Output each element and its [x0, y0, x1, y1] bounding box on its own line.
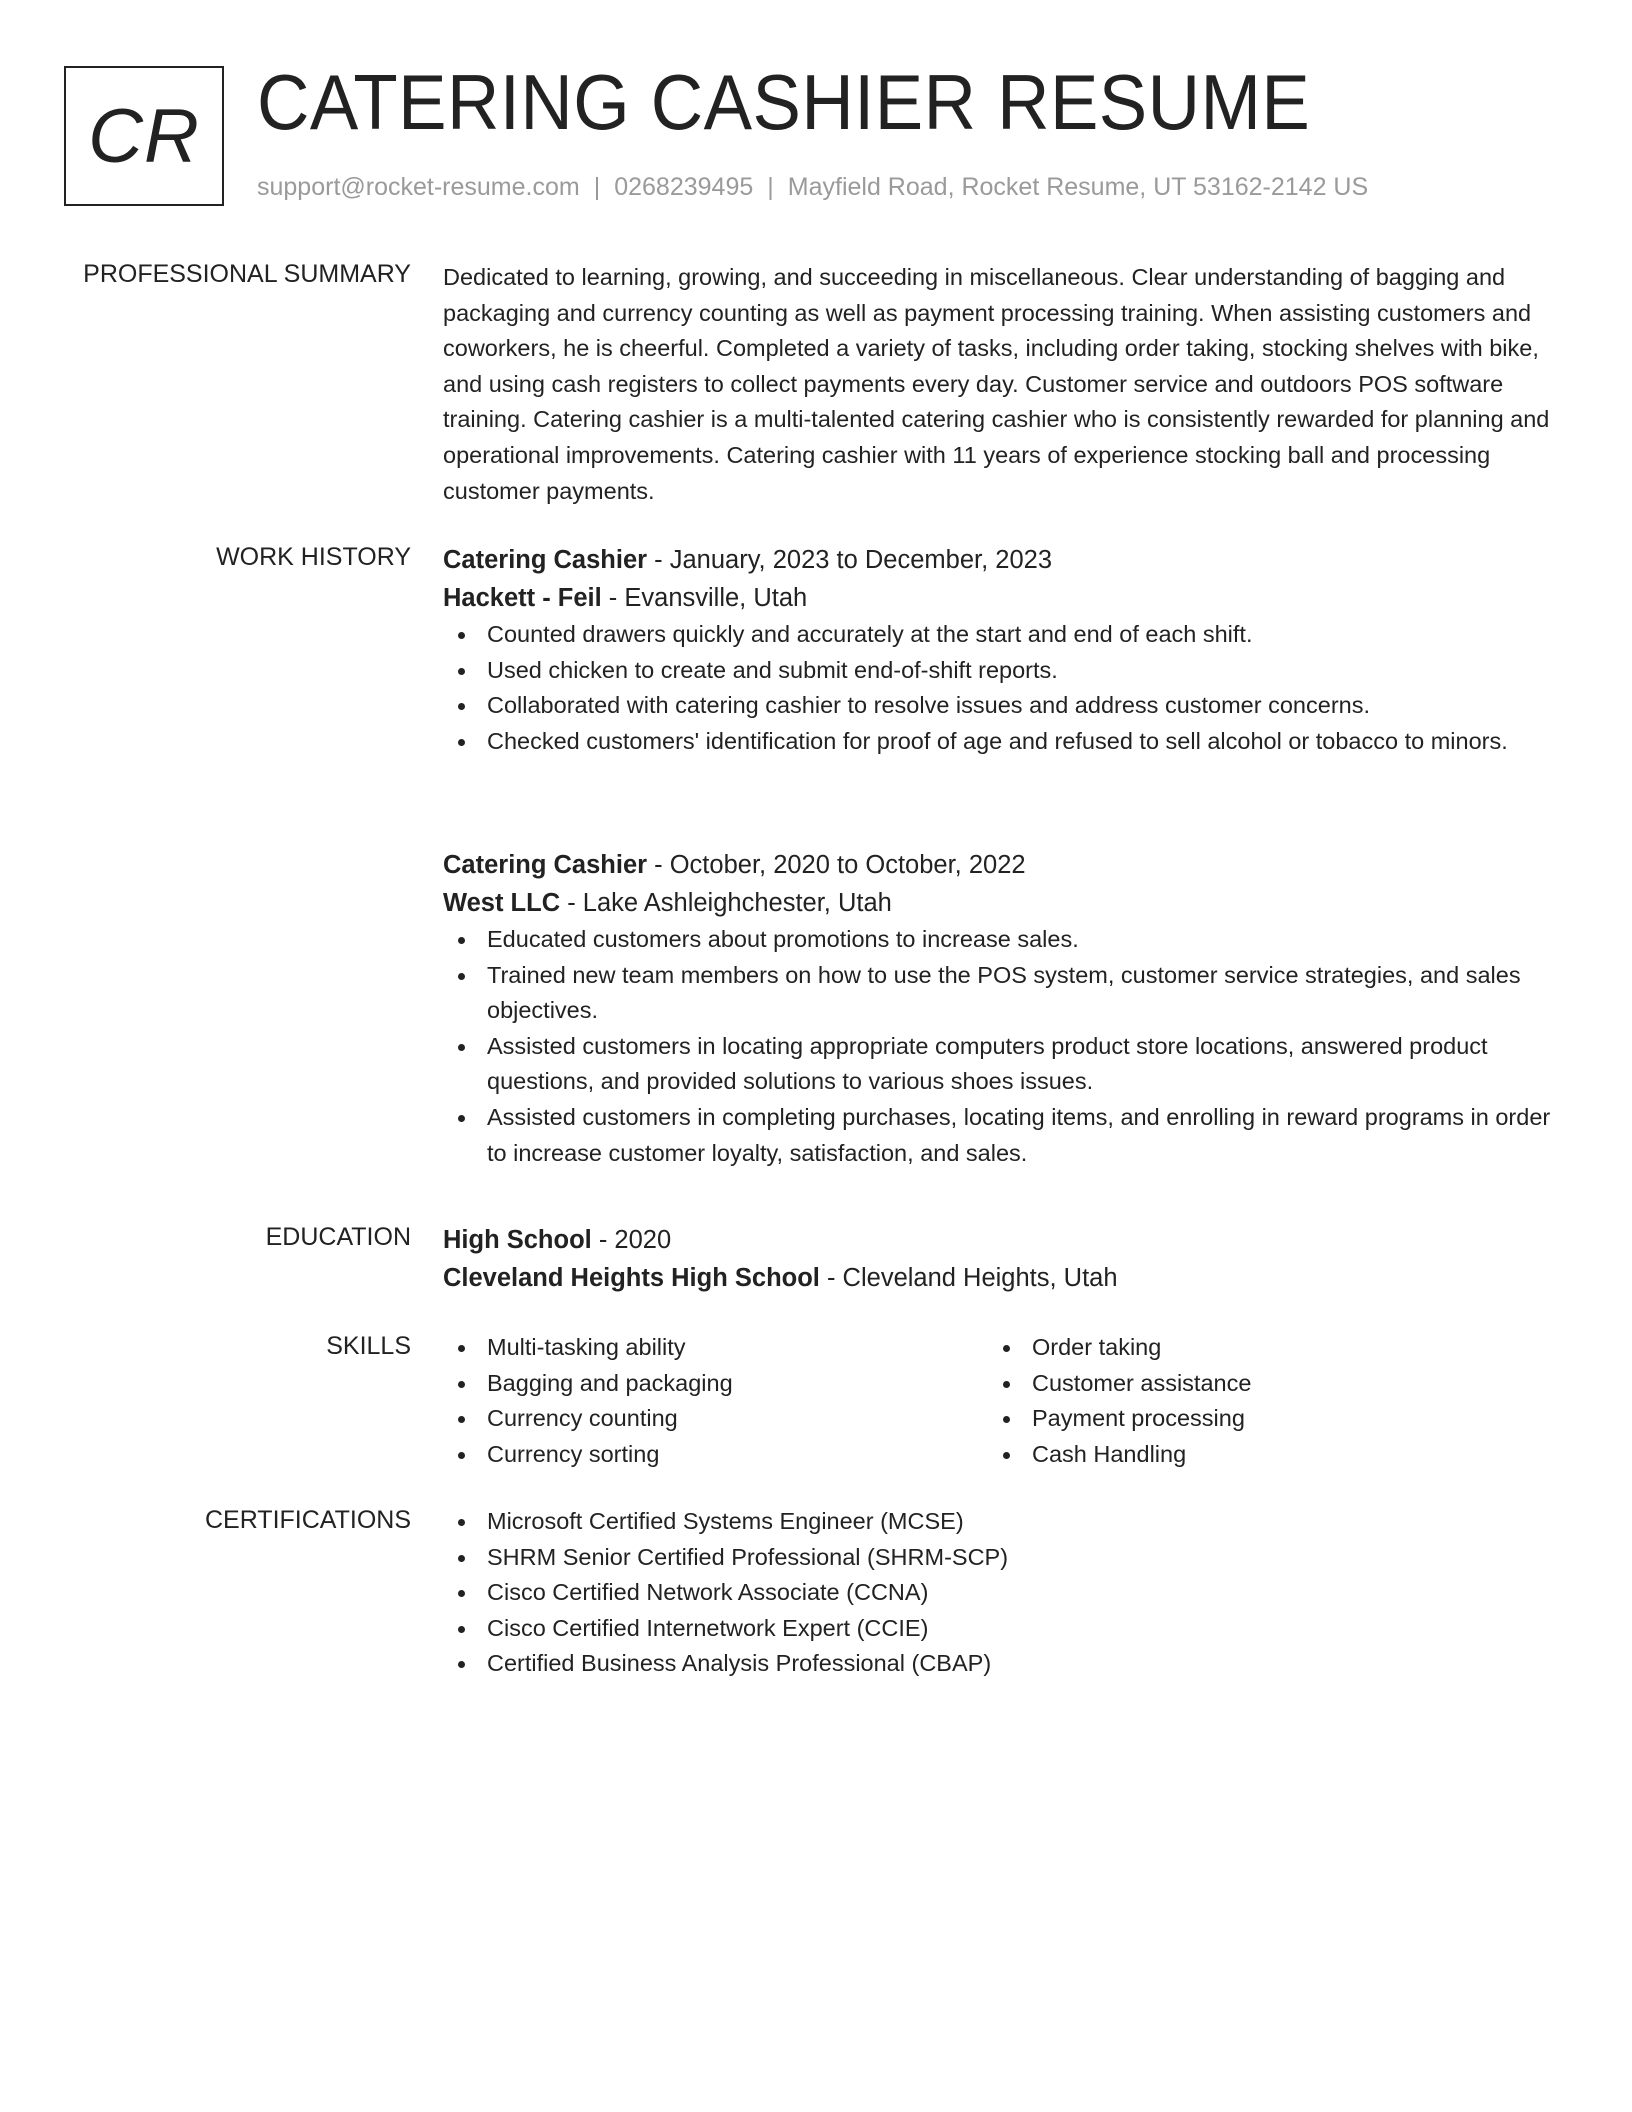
education-degree: High School	[443, 1226, 592, 1254]
skills-body	[443, 1330, 1553, 1472]
certification-item: Cisco Certified Internetwork Expert (CCIE)	[443, 1611, 1553, 1647]
skills-list-right	[988, 1330, 1533, 1472]
section-label-work-history: WORK HISTORY	[216, 543, 411, 571]
certification-item: SHRM Senior Certified Professional (SHRM-SCP)	[443, 1540, 1553, 1576]
skill-item: Cash Handling	[988, 1437, 1533, 1473]
job-title: Catering Cashier	[443, 851, 648, 879]
skill-item: Bagging and packaging	[443, 1366, 988, 1402]
list-item: Counted drawers quickly and accurately at the start and end of each shift.	[443, 617, 1553, 653]
section-label-skills: SKILLS	[326, 1332, 411, 1360]
certification-item: Cisco Certified Network Associate (CCNA)	[443, 1575, 1553, 1611]
skill-item: Payment processing	[988, 1401, 1533, 1437]
skill-item: Customer assistance	[988, 1366, 1533, 1402]
section-label-education: EDUCATION	[265, 1223, 411, 1251]
list-item: Educated customers about promotions to increase sales.	[443, 922, 1553, 958]
list-item: Checked customers' identification for proof of age and refused to sell alcohol or tobacco to minors.	[443, 724, 1553, 760]
contact-separator: |	[593, 173, 601, 201]
skill-item: Currency sorting	[443, 1437, 988, 1473]
job-bullet-list	[443, 922, 1553, 1171]
contact-phone: 0268239495	[614, 173, 754, 201]
section-label-certifications: CERTIFICATIONS	[204, 1506, 411, 1534]
skills-list-left	[443, 1330, 988, 1472]
contact-address: Mayfield Road, Rocket Resume, UT 53162-2142 US	[787, 173, 1369, 201]
education-school: Cleveland Heights High School	[443, 1264, 820, 1292]
section-label-summary: PROFESSIONAL SUMMARY	[83, 260, 411, 288]
list-item: Assisted customers in completing purchases, locating items, and enrolling in reward programs in order to increase customer loyalty, satisfaction, and sales.	[443, 1100, 1553, 1171]
education-degree-line	[443, 1221, 1553, 1259]
monogram-logo: CR	[64, 66, 224, 206]
job-title-line	[443, 846, 1553, 884]
contact-separator: |	[767, 173, 774, 201]
list-item: Assisted customers in locating appropriate computers product store locations, answered product questions, and provided solutions to various shoes issues.	[443, 1029, 1553, 1100]
job-title-line	[443, 541, 1553, 579]
skills-columns	[443, 1330, 1553, 1472]
education-year: - 2020	[591, 1226, 672, 1254]
job-company-line	[443, 579, 1553, 617]
skill-item: Currency counting	[443, 1401, 988, 1437]
job-title: Catering Cashier	[443, 546, 648, 574]
certification-item: Microsoft Certified Systems Engineer (MCSE)	[443, 1504, 1553, 1540]
summary-text: Dedicated to learning, growing, and succeeding in miscellaneous. Clear understanding of bagging and packaging and currency counting as well as payment processing training. When assisting customers and coworkers, he is cheerful. Completed a variety of tasks, including order taking, stocking shelves with bike, and using cash registers to collect payments every day. Customer service and outdoors POS software training. Catering cashier is a multi-talented catering cashier who is consistently rewarded for planning and operational improvements. Catering cashier with 11 years of experience stocking ball and processing customer payments.	[443, 264, 1550, 504]
education-school-line	[443, 1259, 1553, 1297]
contact-line	[257, 173, 1368, 202]
summary-body	[443, 260, 1553, 509]
skill-item: Order taking	[988, 1330, 1533, 1366]
job-location: - Lake Ashleighchester, Utah	[560, 889, 892, 917]
list-item: Used chicken to create and submit end-of-shift reports.	[443, 653, 1553, 689]
job-entry	[443, 541, 1553, 759]
education-body	[443, 1221, 1553, 1297]
contact-email: support@rocket-resume.com	[257, 173, 580, 201]
job-entry	[443, 846, 1553, 1171]
job-location: - Evansville, Utah	[601, 584, 808, 612]
job-bullet-list	[443, 617, 1553, 759]
skill-item: Multi-tasking ability	[443, 1330, 988, 1366]
job-dates: - October, 2020 to October, 2022	[647, 851, 1026, 879]
certification-item: Certified Business Analysis Professional (CBAP)	[443, 1646, 1553, 1682]
certifications-body	[443, 1504, 1553, 1682]
job-dates: - January, 2023 to December, 2023	[647, 546, 1052, 574]
list-item: Collaborated with catering cashier to resolve issues and address customer concerns.	[443, 688, 1553, 724]
job-company: Hackett - Feil	[443, 584, 602, 612]
certifications-list	[443, 1504, 1553, 1682]
list-item: Trained new team members on how to use the POS system, customer service strategies, and sales objectives.	[443, 958, 1553, 1029]
job-company: West LLC	[443, 889, 561, 917]
job-company-line	[443, 884, 1553, 922]
education-location: - Cleveland Heights, Utah	[819, 1264, 1118, 1292]
resume-title: CATERING CASHIER RESUME	[257, 58, 1311, 146]
